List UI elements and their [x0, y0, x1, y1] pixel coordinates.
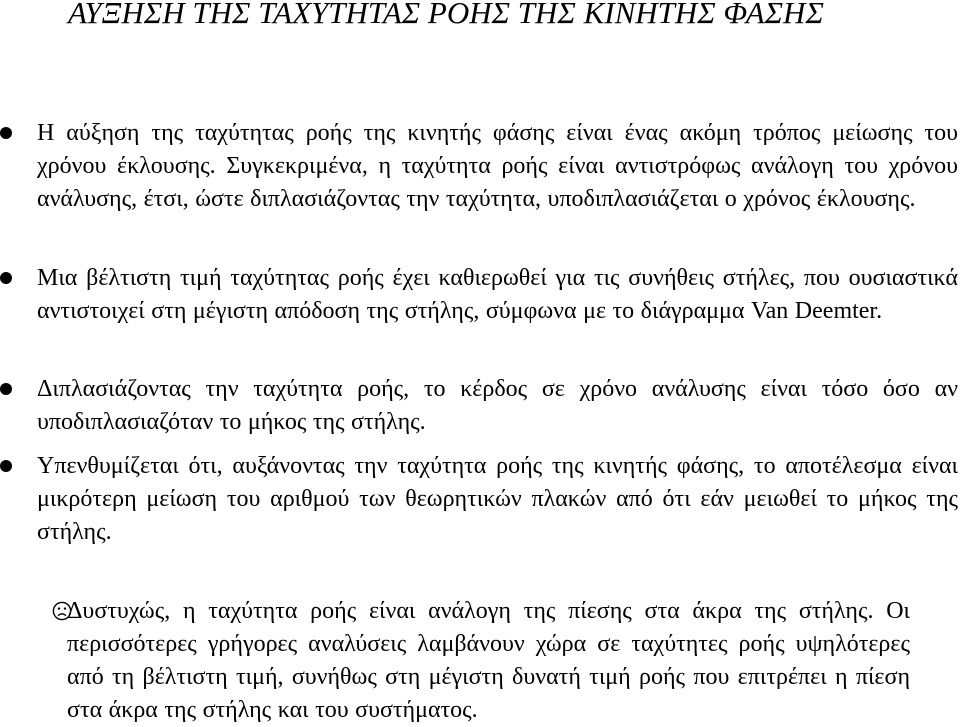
slide-title: ΑΥΞΗΣΗ ΤΗΣ ΤΑΧΥΤΗΤΑΣ ΡΟΗΣ ΤΗΣ ΚΙΝΗΤΗΣ ΦΑΣΗΣ: [68, 0, 824, 30]
bullet-dot-icon: [0, 460, 12, 472]
bullet-text: Υπενθυμίζεται ότι, αυξάνοντας την ταχύτητα ροής της κινητής φάσης, το αποτέλεσμα είναι μικρότερη μείωση του αριθμού των θεωρητικών πλακών από ότι εάν μειωθεί το μήκος της στήλης.: [37, 453, 958, 545]
bullet-dot-icon: [0, 127, 12, 139]
bullet-dot-icon: [0, 272, 12, 284]
bullet-text: Μια βέλτιστη τιμή ταχύτητας ροής έχει καθιερωθεί για τις συνήθεις στήλες, που ουσιαστικά αντιστοιχεί στη μέγιστη απόδοση της στήλης, σύμφωνα με το διάγραμμα Van Deemter.: [37, 265, 958, 324]
note-text: Δυστυχώς, η ταχύτητα ροής είναι ανάλογη της πίεσης στα άκρα της στήλης. Οι περισσότερες γρήγορες αναλύσεις λαμβάνουν χώρα σε ταχύτητες ροής υψηλότερες από τη βέλτιστη τιμή, συνήθως στη μέγιστη δυνατή τιμή ροής που επιτρέπει η πίεση στα άκρα της στήλης και του συστήματος.: [67, 598, 910, 723]
bullet-dot-icon: [0, 383, 12, 395]
bullet-text: Διπλασιάζοντας την ταχύτητα ροής, το κέρδος σε χρόνο ανάλυσης είναι τόσο όσο αν υποδιπλασιαζόταν το μήκος της στήλης.: [37, 376, 958, 435]
bullet-text: Η αύξηση της ταχύτητας ροής της κινητής φάσης είναι ένας ακόμη τρόπος μείωσης του χρόνου έκλουσης. Συγκεκριμένα, η ταχύτητα ροής είναι αντιστρόφως ανάλογη του χρόνου ανάλυσης, έτσι, ώστε διπλασιάζοντας την ταχύτητα, υποδιπλασιάζεται ο χρόνος έκλουσης.: [37, 120, 958, 212]
